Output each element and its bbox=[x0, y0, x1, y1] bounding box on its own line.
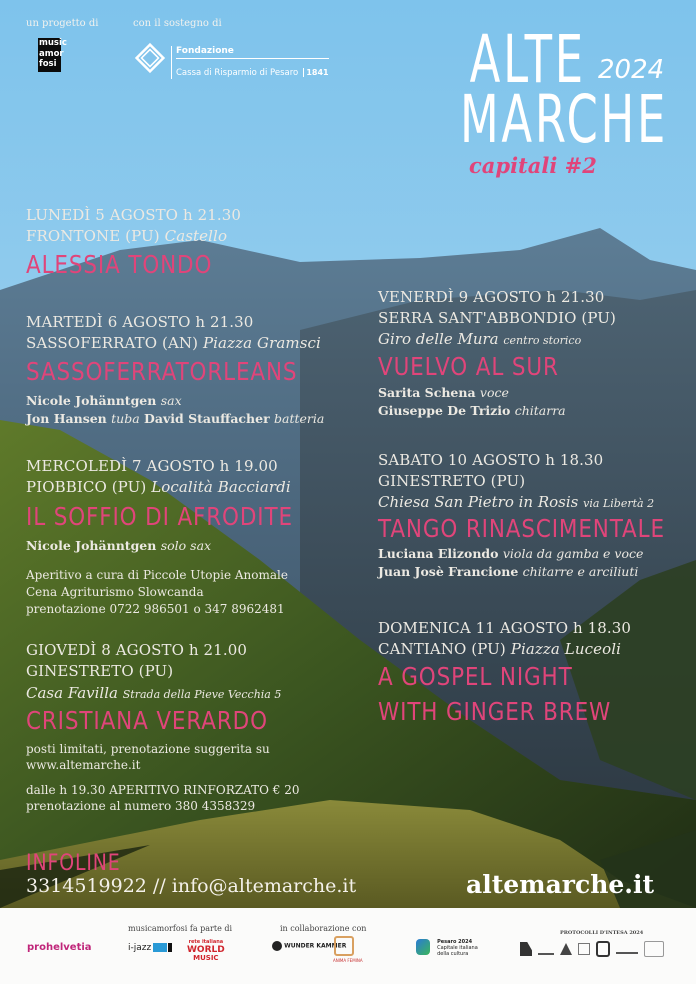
event-1-place: FRONTONE (PU) Castello bbox=[26, 227, 228, 245]
pesaro-2024-logo: Pesaro 2024 Capitale italiana della cultura bbox=[416, 939, 478, 958]
protocols-label: PROTOCOLLI D'INTESA 2024 bbox=[560, 930, 644, 936]
brand-subtitle: capitali #2 bbox=[469, 153, 597, 178]
event-3-artist: IL SOFFIO DI AFRODITE bbox=[26, 502, 293, 531]
event-4-note-1: posti limitati, prenotazione suggerita su bbox=[26, 742, 270, 756]
event-5-date: VENERDÌ 9 AGOSTO h 21.30 bbox=[378, 288, 605, 306]
event-3-note-3: prenotazione 0722 986501 o 347 8962481 bbox=[26, 602, 285, 616]
brand-year: 2024 bbox=[598, 55, 665, 85]
event-4-note-3: dalle h 19.30 APERITIVO RINFORZATO € 20 bbox=[26, 783, 300, 797]
ijazz-logo: i-jazz bbox=[128, 943, 172, 953]
event-2-performer-2: Jon Hansen tuba David Stauffacher batteria bbox=[26, 411, 325, 426]
world-music-logo: rete italiana WORLD MUSIC bbox=[187, 939, 225, 962]
event-3-performer-1: Nicole Johänntgen solo sax bbox=[26, 538, 212, 553]
partner-logo bbox=[644, 941, 664, 957]
infoline-label: INFOLINE bbox=[26, 851, 121, 876]
wunderkammer-logo: WUNDER KAMMER bbox=[272, 941, 346, 951]
infoline-contact[interactable]: 3314519922 // info@altemarche.it bbox=[26, 875, 357, 897]
brand-title-line1: ALTE bbox=[469, 21, 586, 98]
event-3-place: PIOBBICO (PU) Località Bacciardi bbox=[26, 478, 291, 496]
event-1-date: LUNEDÌ 5 AGOSTO h 21.30 bbox=[26, 206, 242, 224]
event-6-place: GINESTRETO (PU) bbox=[378, 472, 526, 490]
website-link[interactable]: altemarche.it bbox=[466, 870, 655, 899]
event-7-artist-line-2: WITH GINGER BREW bbox=[378, 697, 612, 726]
collaboration-label: in collaborazione con bbox=[280, 924, 367, 933]
event-7-date: DOMENICA 11 AGOSTO h 18.30 bbox=[378, 619, 632, 637]
prohelvetia-logo: prohelvetia bbox=[27, 942, 92, 953]
anima-femina-logo: ANIMA FEMINA bbox=[333, 936, 355, 963]
protocol-partner-logos bbox=[520, 941, 664, 957]
teatro-logo bbox=[520, 942, 532, 956]
event-2-performer-1: Nicole Johänntgen sax bbox=[26, 393, 182, 408]
event-3-note-2: Cena Agriturismo Slowcanda bbox=[26, 585, 204, 599]
musicamorfosi-logo: music amor fosi bbox=[38, 38, 61, 72]
event-5-venue: Giro delle Mura centro storico bbox=[378, 330, 582, 348]
event-7-artist-line-1: A GOSPEL NIGHT bbox=[378, 662, 573, 691]
support-label: con il sostegno di bbox=[133, 18, 222, 29]
regione-puglia-text bbox=[616, 944, 638, 954]
partner-logo bbox=[578, 943, 590, 955]
event-5-performer-1: Sarita Schena voce bbox=[378, 385, 509, 400]
fondazione-logo: Fondazione Cassa di Risparmio di Pesaro 1841 bbox=[171, 46, 329, 79]
event-4-date: GIOVEDÌ 8 AGOSTO h 21.00 bbox=[26, 641, 247, 659]
regione-puglia-logo bbox=[596, 941, 610, 957]
partner-logo bbox=[560, 943, 572, 955]
event-6-venue: Chiesa San Pietro in Rosis via Libertà 2 bbox=[378, 493, 655, 511]
event-3-note-1: Aperitivo a cura di Piccole Utopie Anomale bbox=[26, 568, 288, 582]
event-7-place: CANTIANO (PU) Piazza Luceoli bbox=[378, 640, 622, 658]
sponsor-footer bbox=[0, 908, 696, 984]
event-6-performer-2: Juan Josè Francione chitarre e arciliuti bbox=[378, 564, 639, 579]
event-1-artist: ALESSIA TONDO bbox=[26, 250, 213, 279]
event-5-place: SERRA SANT'ABBONDIO (PU) bbox=[378, 309, 616, 327]
event-4-note-4: prenotazione al numero 380 4358329 bbox=[26, 799, 256, 813]
teatro-pubblico-logo bbox=[538, 943, 554, 955]
event-6-artist: TANGO RINASCIMENTALE bbox=[378, 514, 665, 543]
event-4-venue: Casa Favilla Strada della Pieve Vecchia 5 bbox=[26, 684, 282, 702]
event-4-note-2: www.altemarche.it bbox=[26, 758, 141, 772]
event-2-place: SASSOFERRATO (AN) Piazza Gramsci bbox=[26, 334, 321, 352]
event-5-artist: VUELVO AL SUR bbox=[378, 352, 559, 381]
project-label: un progetto di bbox=[26, 18, 99, 29]
event-3-date: MERCOLEDÌ 7 AGOSTO h 19.00 bbox=[26, 457, 278, 475]
event-4-place: GINESTRETO (PU) bbox=[26, 662, 174, 680]
event-6-date: SABATO 10 AGOSTO h 18.30 bbox=[378, 451, 604, 469]
event-2-artist: SASSOFERRATORLEANS bbox=[26, 357, 298, 386]
musicamorfosi-member-label: musicamorfosi fa parte di bbox=[128, 924, 233, 933]
event-4-artist: CRISTIANA VERARDO bbox=[26, 706, 268, 735]
event-5-performer-2: Giuseppe De Trizio chitarra bbox=[378, 403, 566, 418]
fondazione-knot-icon bbox=[133, 41, 167, 75]
event-6-performer-1: Luciana Elizondo viola da gamba e voce bbox=[378, 546, 644, 561]
brand-title-line2: MARCHE bbox=[459, 81, 668, 158]
event-2-date: MARTEDÌ 6 AGOSTO h 21.30 bbox=[26, 313, 254, 331]
